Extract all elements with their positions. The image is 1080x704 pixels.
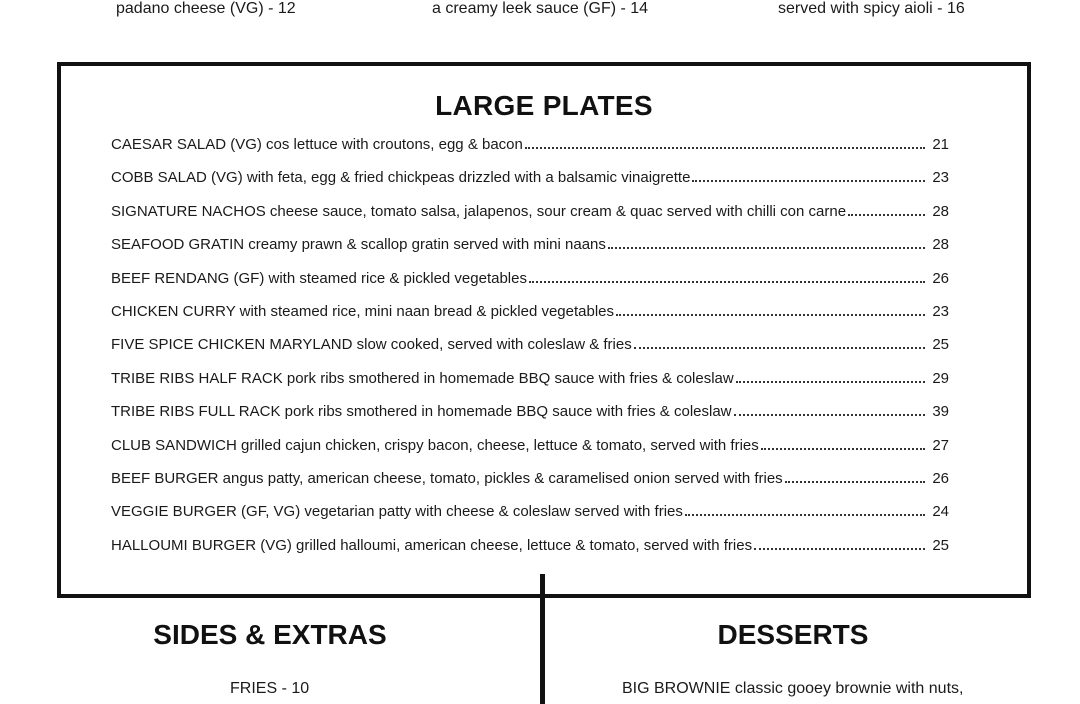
dot-leader — [785, 481, 925, 483]
menu-item-description: CHICKEN CURRY with steamed rice, mini naan bread & pickled vegetables — [111, 302, 615, 320]
menu-item-description: SIGNATURE NACHOS cheese sauce, tomato salsa, jalapenos, sour cream & quac served with chilli con carne — [111, 202, 847, 220]
dot-leader — [848, 214, 925, 216]
menu-item — [111, 203, 949, 236]
menu-item-price: 24 — [932, 503, 949, 521]
menu-item-price: 27 — [932, 436, 949, 454]
menu-item — [111, 537, 949, 570]
menu-item-description: TRIBE RIBS FULL RACK pork ribs smothered in homemade BBQ sauce with fries & coleslaw — [111, 403, 732, 421]
menu-item-description: TRIBE RIBS HALF RACK pork ribs smothered in homemade BBQ sauce with fries & coleslaw — [111, 369, 734, 387]
sides-title: SIDES & EXTRAS — [153, 619, 387, 650]
dot-leader — [692, 180, 925, 182]
menu-item-price: 23 — [932, 169, 949, 187]
menu-item-price: 29 — [932, 369, 949, 387]
large-plates-section — [57, 62, 1031, 598]
column-divider — [540, 574, 545, 704]
menu-item-price: 39 — [932, 403, 949, 421]
menu-item — [111, 169, 949, 202]
top-fragment-center: a creamy leek sauce (GF) - 14 — [432, 0, 649, 17]
menu-item-price: 25 — [932, 536, 949, 554]
dot-leader — [685, 514, 925, 516]
dot-leader — [616, 314, 925, 316]
menu-item-price: 26 — [932, 269, 949, 287]
menu-item — [111, 236, 949, 269]
sides-item: FRIES - 10 — [230, 680, 310, 697]
menu-item — [111, 270, 949, 303]
top-fragment-right: served with spicy aioli - 16 — [778, 0, 965, 17]
menu-item-description: CAESAR SALAD (VG) cos lettuce with croutons, egg & bacon — [111, 136, 523, 153]
dot-leader — [525, 147, 925, 149]
menu-item-description: VEGGIE BURGER (GF, VG) vegetarian patty with cheese & coleslaw served with fries — [111, 503, 683, 521]
menu-item — [111, 403, 949, 436]
menu-item-price: 21 — [932, 136, 949, 153]
dot-leader — [734, 414, 925, 416]
menu-item — [111, 303, 949, 336]
menu-item-price: 28 — [932, 202, 949, 220]
menu-item-description: BEEF RENDANG (GF) with steamed rice & pickled vegetables — [111, 269, 527, 287]
dot-leader — [754, 548, 925, 550]
dot-leader — [736, 381, 925, 383]
menu-item-price: 25 — [932, 336, 949, 354]
large-plates-list — [111, 136, 949, 570]
menu-item-price: 23 — [932, 302, 949, 320]
dot-leader — [761, 448, 925, 450]
menu-item — [111, 470, 949, 503]
menu-item-description: CLUB SANDWICH grilled cajun chicken, crispy bacon, cheese, lettuce & tomato, served with fries — [111, 436, 759, 454]
large-plates-title: LARGE PLATES — [435, 90, 653, 121]
menu-item — [111, 136, 949, 169]
menu-item-description: COBB SALAD (VG) with feta, egg & fried chickpeas drizzled with a balsamic vinaigrette — [111, 169, 691, 187]
desserts-title: DESSERTS — [717, 619, 869, 650]
menu-item-description: HALLOUMI BURGER (VG) grilled halloumi, american cheese, lettuce & tomato, served with fries — [111, 536, 753, 554]
dot-leader — [608, 247, 925, 249]
dessert-item: BIG BROWNIE classic gooey brownie with nuts, — [622, 680, 964, 697]
menu-item-description: BEEF BURGER angus patty, american cheese, tomato, pickles & caramelised onion served with fries — [111, 469, 783, 487]
menu-item — [111, 336, 949, 369]
menu-item-description: SEAFOOD GRATIN creamy prawn & scallop gratin served with mini naans — [111, 236, 606, 254]
dot-leader — [529, 281, 925, 283]
dot-leader — [634, 347, 925, 349]
top-fragment-left: padano cheese (VG) - 12 — [116, 0, 296, 17]
menu-item — [111, 370, 949, 403]
menu-item — [111, 503, 949, 536]
menu-item-price: 26 — [932, 469, 949, 487]
menu-item — [111, 437, 949, 470]
menu-item-price: 28 — [932, 236, 949, 254]
menu-item-description: FIVE SPICE CHICKEN MARYLAND slow cooked, served with coleslaw & fries — [111, 336, 632, 354]
